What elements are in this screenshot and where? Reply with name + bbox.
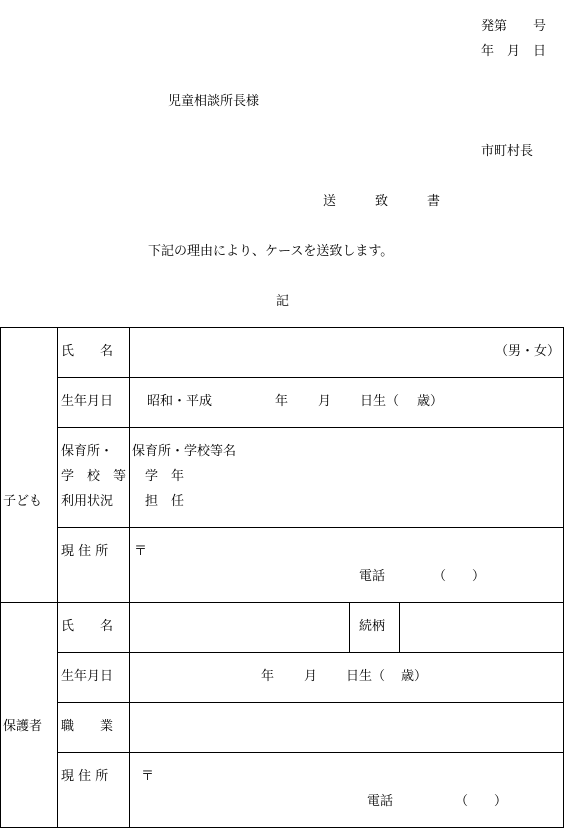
guardian-job-label: 職 業 <box>61 719 114 734</box>
child-name-label: 氏 名 <box>61 344 114 359</box>
child-birth-era[interactable]: 昭和・平成 <box>147 394 213 409</box>
intro-text: 下記の理由により、ケースを送致します。 <box>148 244 394 259</box>
child-birth-month: 月 <box>318 394 332 409</box>
child-birth-day: 日生（ <box>360 394 400 409</box>
addressee: 児童相談所長様 <box>168 94 260 109</box>
child-school-label-1: 保育所・ <box>61 444 114 459</box>
child-phone-label: 電話 <box>359 569 386 584</box>
guardian-birth-month: 月 <box>304 669 318 684</box>
guardian-birth-age: 歳） <box>401 669 428 684</box>
child-section-label: 子ども <box>3 494 43 509</box>
guardian-birth-day: 日生（ <box>346 669 386 684</box>
guardian-birth-label: 生年月日 <box>61 669 114 684</box>
issue-number: 発第 号 <box>481 19 547 34</box>
guardian-phone-paren[interactable]: （ ） <box>455 794 508 809</box>
guardian-address-label: 現 住 所 <box>61 769 109 784</box>
document-title: 送 致 書 <box>323 194 441 209</box>
child-birth-age: 歳） <box>417 394 444 409</box>
child-school-label-2: 学 校 等 <box>61 469 127 484</box>
child-address-label: 現 住 所 <box>61 544 109 559</box>
ki-heading: 記 <box>276 294 290 309</box>
guardian-name-field[interactable] <box>132 605 346 649</box>
guardian-section-label: 保護者 <box>3 719 43 734</box>
child-gender[interactable]: （男・女） <box>495 344 561 359</box>
child-postal-icon: 〒 <box>134 544 148 559</box>
child-school-label-3: 利用状況 <box>61 494 114 509</box>
child-school-teacher[interactable]: 担 任 <box>145 494 185 509</box>
guardian-postal-icon: 〒 <box>141 769 155 784</box>
child-phone-paren[interactable]: （ ） <box>433 569 486 584</box>
child-birth-label: 生年月日 <box>61 394 114 409</box>
guardian-name-label: 氏 名 <box>61 619 114 634</box>
child-name-field[interactable] <box>132 330 312 374</box>
guardian-phone-label: 電話 <box>367 794 394 809</box>
guardian-job-field[interactable] <box>132 705 560 749</box>
child-school-name[interactable]: 保育所・学校等名 <box>132 444 237 459</box>
issue-date: 年 月 日 <box>481 44 547 59</box>
child-birth-year: 年 <box>275 394 289 409</box>
child-school-grade[interactable]: 学 年 <box>145 469 185 484</box>
guardian-relation-label: 続柄 <box>359 619 386 634</box>
guardian-relation-field[interactable] <box>402 605 560 649</box>
guardian-birth-year: 年 <box>261 669 275 684</box>
sender: 市町村長 <box>481 144 534 159</box>
